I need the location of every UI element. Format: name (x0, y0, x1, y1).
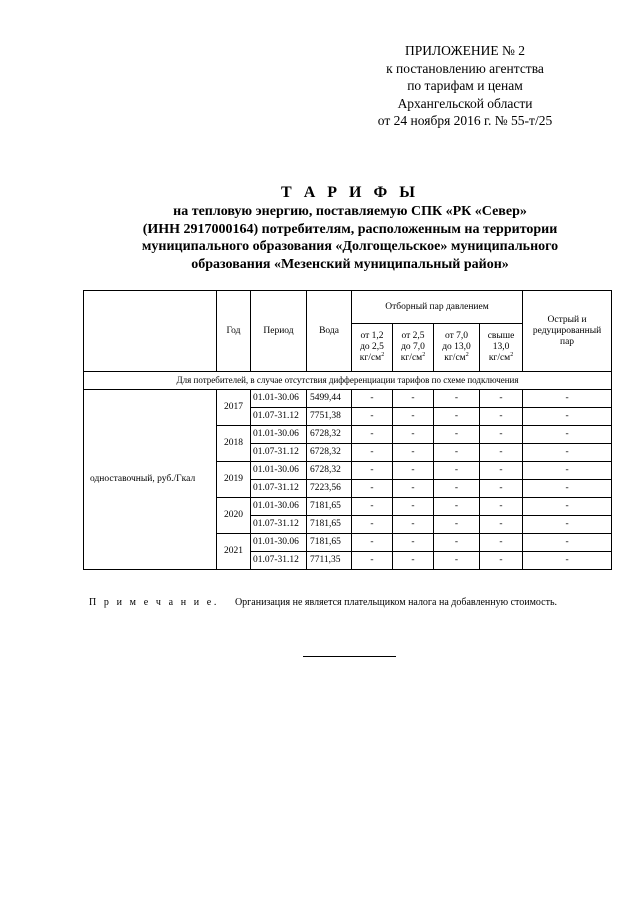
steam-cell: - (480, 444, 523, 462)
header-steam-group: Отборный пар давлением (352, 291, 523, 324)
acute-steam-cell: - (523, 444, 612, 462)
year-cell: 2018 (217, 426, 251, 462)
note-label: П р и м е ч а н и е. (89, 597, 219, 608)
period-cell: 01.07-31.12 (251, 552, 307, 570)
steam-cell: - (434, 480, 480, 498)
steam-cell: - (352, 426, 393, 444)
steam-cell: - (434, 462, 480, 480)
steam-cell: - (393, 462, 434, 480)
steam-cell: - (393, 516, 434, 534)
steam-cell: - (393, 426, 434, 444)
period-cell: 01.01-30.06 (251, 498, 307, 516)
water-tariff-cell: 7751,38 (307, 408, 352, 426)
note-text: Организация не является плательщиком налога на добавленную стоимость. (234, 597, 558, 608)
steam-cell: - (393, 480, 434, 498)
header-blank-cell (84, 291, 217, 372)
steam-cell: - (434, 516, 480, 534)
steam-cell: - (352, 552, 393, 570)
header-period: Период (251, 291, 307, 372)
period-cell: 01.01-30.06 (251, 534, 307, 552)
appendix-line: Архангельской области (397, 95, 533, 111)
steam-cell: - (480, 390, 523, 408)
appendix-line: к постановлению агентства (386, 60, 544, 76)
acute-steam-cell: - (523, 408, 612, 426)
steam-cell: - (434, 534, 480, 552)
acute-steam-cell: - (523, 480, 612, 498)
water-tariff-cell: 7181,65 (307, 534, 352, 552)
appendix-date-line: от 24 ноября 2016 г. № 55-т/25 (377, 113, 553, 128)
acute-steam-cell: - (523, 516, 612, 534)
title-line: муниципального образования «Долгощельское» муниципального (141, 239, 559, 255)
steam-cell: - (480, 516, 523, 534)
period-cell: 01.07-31.12 (251, 516, 307, 534)
steam-cell: - (480, 426, 523, 444)
steam-cell: - (480, 408, 523, 426)
water-tariff-cell: 6728,32 (307, 426, 352, 444)
acute-steam-cell: - (523, 552, 612, 570)
water-tariff-cell: 7711,35 (307, 552, 352, 570)
steam-cell: - (393, 390, 434, 408)
appendix-line: по тарифам и ценам (407, 78, 523, 93)
water-tariff-cell: 5499,44 (307, 390, 352, 408)
steam-cell: - (480, 534, 523, 552)
rate-type-label: одноставочный, руб./Гкал (84, 390, 217, 570)
title-line: образования «Мезенский муниципальный район» (191, 256, 509, 272)
steam-cell: - (434, 426, 480, 444)
closing-rule (303, 656, 396, 657)
period-cell: 01.07-31.12 (251, 408, 307, 426)
header-steam-col: от 2,5 до 7,0 $кг/см^2$ (393, 324, 434, 372)
steam-cell: - (434, 552, 480, 570)
header-water: Вода (307, 291, 352, 372)
header-steam-col: от 1,2 до 2,5 $кг/см^2$ (352, 324, 393, 372)
year-cell: 2021 (217, 534, 251, 570)
acute-steam-cell: - (523, 426, 612, 444)
document-title (100, 183, 600, 273)
steam-cell: - (480, 480, 523, 498)
acute-steam-cell: - (523, 534, 612, 552)
steam-cell: - (352, 480, 393, 498)
water-tariff-cell: 7223,56 (307, 480, 352, 498)
tariff-table (83, 290, 612, 570)
period-cell: 01.07-31.12 (251, 480, 307, 498)
steam-cell: - (434, 408, 480, 426)
period-cell: 01.01-30.06 (251, 426, 307, 444)
period-cell: 01.01-30.06 (251, 390, 307, 408)
period-cell: 01.07-31.12 (251, 444, 307, 462)
acute-steam-cell: - (523, 462, 612, 480)
steam-cell: - (393, 552, 434, 570)
steam-cell: - (352, 462, 393, 480)
title-heading: Т А Р И Ф Ы (281, 184, 419, 201)
steam-cell: - (393, 444, 434, 462)
steam-cell: - (393, 534, 434, 552)
acute-steam-cell: - (523, 498, 612, 516)
steam-cell: - (434, 498, 480, 516)
steam-cell: - (434, 390, 480, 408)
water-tariff-cell: 6728,32 (307, 462, 352, 480)
appendix-title: ПРИЛОЖЕНИЕ № 2 (404, 43, 526, 58)
water-tariff-cell: 7181,65 (307, 516, 352, 534)
note (89, 597, 609, 608)
steam-cell: - (352, 498, 393, 516)
section-label: Для потребителей, в случае отсутствия дифференциации тарифов по схеме подключения (84, 372, 612, 390)
water-tariff-cell: 6728,32 (307, 444, 352, 462)
water-tariff-cell: 7181,65 (307, 498, 352, 516)
header-acute-steam: Острый и редуцированный пар (523, 291, 612, 372)
title-line: на тепловую энергию, поставляемую СПК «РК «Север» (173, 204, 527, 219)
header-steam-col: от 7,0 до 13,0 $кг/см^2$ (434, 324, 480, 372)
steam-cell: - (393, 408, 434, 426)
steam-cell: - (352, 534, 393, 552)
steam-cell: - (393, 498, 434, 516)
year-cell: 2017 (217, 390, 251, 426)
title-line: (ИНН 2917000164) потребителям, расположенным на территории (142, 221, 558, 237)
period-cell: 01.01-30.06 (251, 462, 307, 480)
header-year: Год (217, 291, 251, 372)
steam-cell: - (352, 408, 393, 426)
header-steam-col: свыше 13,0 $кг/см^2$ (480, 324, 523, 372)
steam-cell: - (352, 390, 393, 408)
steam-cell: - (352, 516, 393, 534)
steam-cell: - (352, 444, 393, 462)
acute-steam-cell: - (523, 390, 612, 408)
steam-cell: - (480, 462, 523, 480)
year-cell: 2019 (217, 462, 251, 498)
year-cell: 2020 (217, 498, 251, 534)
steam-cell: - (434, 444, 480, 462)
steam-cell: - (480, 552, 523, 570)
steam-cell: - (480, 498, 523, 516)
appendix-block (330, 42, 600, 130)
